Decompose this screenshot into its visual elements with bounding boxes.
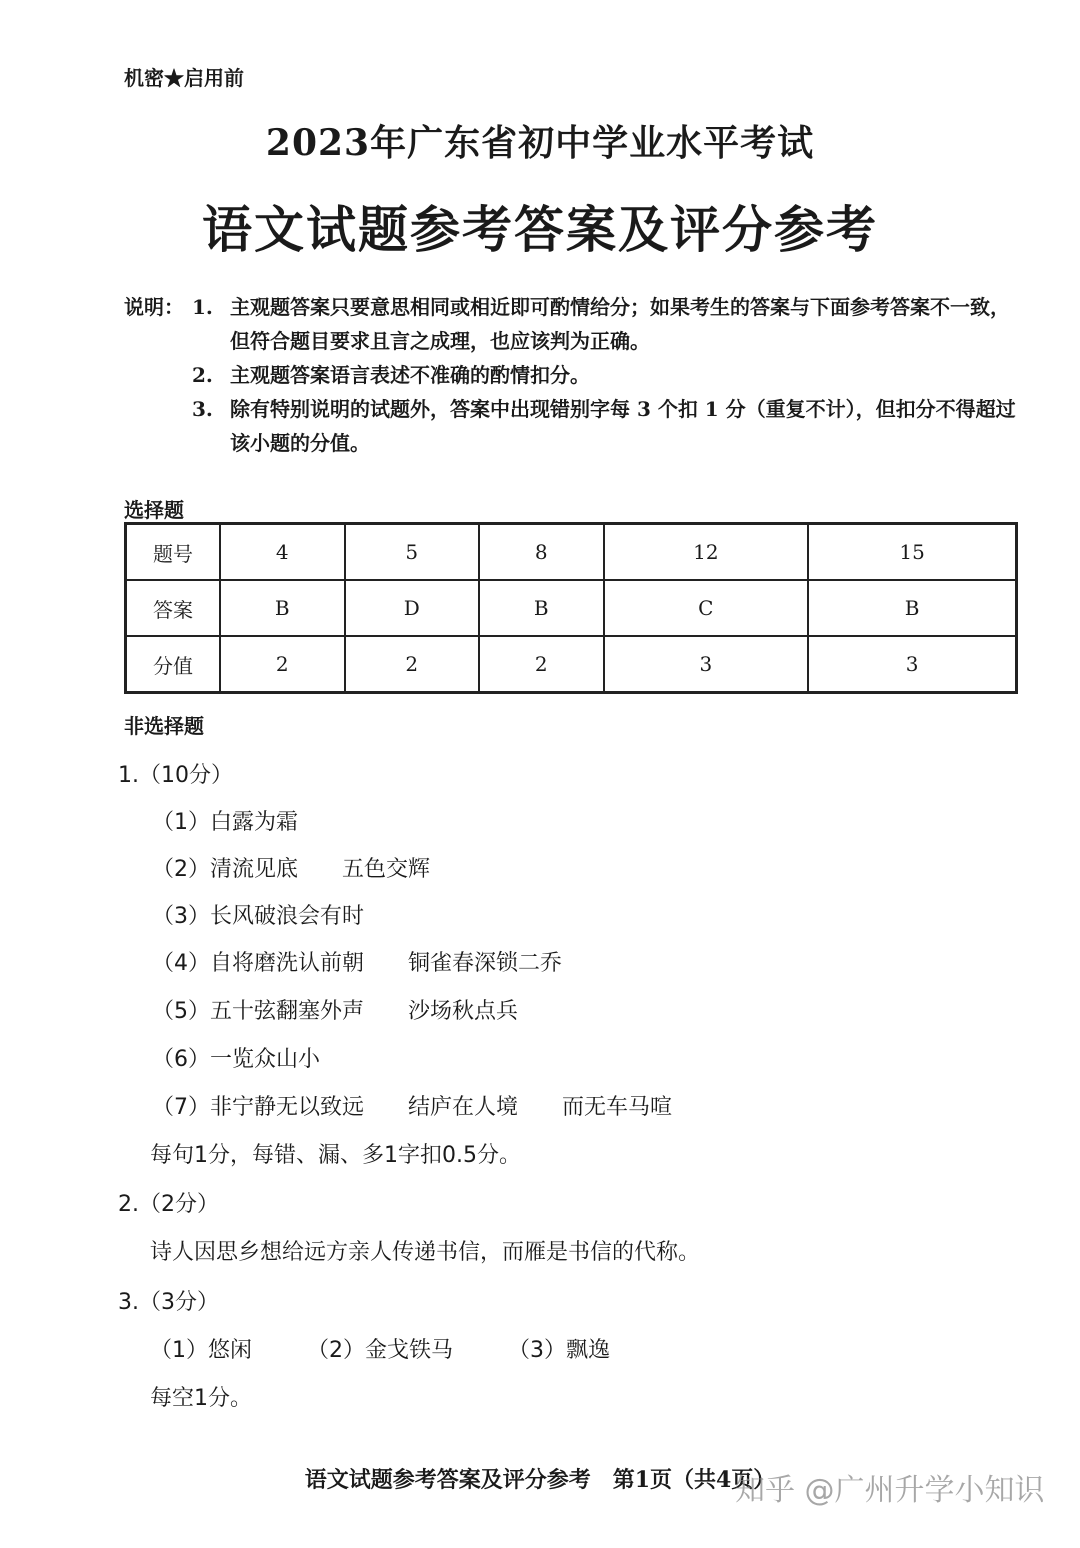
instruction-number: 3. xyxy=(192,397,213,421)
scoring-note: 每空1分。 xyxy=(150,1386,252,1411)
answer-line: （1）白露为霜 xyxy=(152,810,298,835)
row-header: 题号 xyxy=(126,524,221,581)
document-title: 语文试题参考答案及评分参考 xyxy=(202,201,878,259)
answer-line: 诗人因思乡想给远方亲人传递书信，而雁是书信的代称。 xyxy=(150,1240,701,1265)
table-cell: 8 xyxy=(479,524,604,581)
table-row xyxy=(126,580,1017,636)
answer-line: （3）长风破浪会有时 xyxy=(152,904,364,929)
table-cell: 2 xyxy=(220,636,345,693)
row-header: 分值 xyxy=(126,636,221,693)
question-1-title: 1.（10分） xyxy=(118,763,233,788)
confidential-mark: 机密★启用前 xyxy=(124,66,244,90)
question-3-title: 3.（3分） xyxy=(118,1290,219,1315)
table-cell: B xyxy=(808,580,1016,636)
table-cell: 15 xyxy=(808,524,1016,581)
instruction-number: 2. xyxy=(192,363,213,387)
table-row xyxy=(126,636,1017,693)
instruction-item xyxy=(124,392,1024,460)
instructions-lead: 说明： xyxy=(124,295,184,319)
table-row xyxy=(126,524,1017,581)
question-2-title: 2.（2分） xyxy=(118,1192,219,1217)
table-cell: 3 xyxy=(808,636,1016,693)
choice-section-label: 选择题 xyxy=(124,498,184,522)
table-cell: 12 xyxy=(604,524,809,581)
instructions xyxy=(124,290,1024,460)
instruction-text: 除有特别说明的试题外，答案中出现错别字每 3 个扣 1 分（重复不计），但扣分不得超过该小题的分值。 xyxy=(230,397,1016,455)
nonchoice-section-label: 非选择题 xyxy=(124,714,204,738)
answer-line: （2）清流见底 五色交辉 xyxy=(152,857,430,882)
watermark: 知乎 @广州升学小知识 xyxy=(735,1473,1045,1508)
instruction-number: 1. xyxy=(192,295,213,319)
instruction-item xyxy=(124,290,1024,358)
table-cell: 5 xyxy=(345,524,480,581)
instruction-text: 主观题答案只要意思相同或相近即可酌情给分；如果考生的答案与下面参考答案不一致，但符合题目要求且言之成理，也应该判为正确。 xyxy=(230,295,1010,353)
exam-title: 2023年广东省初中学业水平考试 xyxy=(265,122,815,164)
table-cell: B xyxy=(479,580,604,636)
scoring-note: 每句1分，每错、漏、多1字扣0.5分。 xyxy=(150,1143,521,1168)
instruction-item xyxy=(124,358,1024,392)
row-header: 答案 xyxy=(126,580,221,636)
answer-line: （5）五十弦翻塞外声 沙场秋点兵 xyxy=(152,999,518,1024)
table-cell: D xyxy=(345,580,480,636)
table-cell: 4 xyxy=(220,524,345,581)
table-cell: 2 xyxy=(479,636,604,693)
answer-line: （7）非宁静无以致远 结庐在人境 而无车马喧 xyxy=(152,1095,672,1120)
choice-answer-table xyxy=(124,522,1018,694)
answer-line: （6）一览众山小 xyxy=(152,1047,320,1072)
table-cell: 2 xyxy=(345,636,480,693)
instruction-text: 主观题答案语言表述不准确的酌情扣分。 xyxy=(230,363,590,387)
answer-line: （1）悠闲 （2）金戈铁马 （3）飘逸 xyxy=(150,1338,610,1363)
table-cell: B xyxy=(220,580,345,636)
table-cell: 3 xyxy=(604,636,809,693)
answer-line: （4）自将磨洗认前朝 铜雀春深锁二乔 xyxy=(152,951,562,976)
table-cell: C xyxy=(604,580,809,636)
page-footer: 语文试题参考答案及评分参考 第1页（共4页） xyxy=(304,1467,776,1493)
